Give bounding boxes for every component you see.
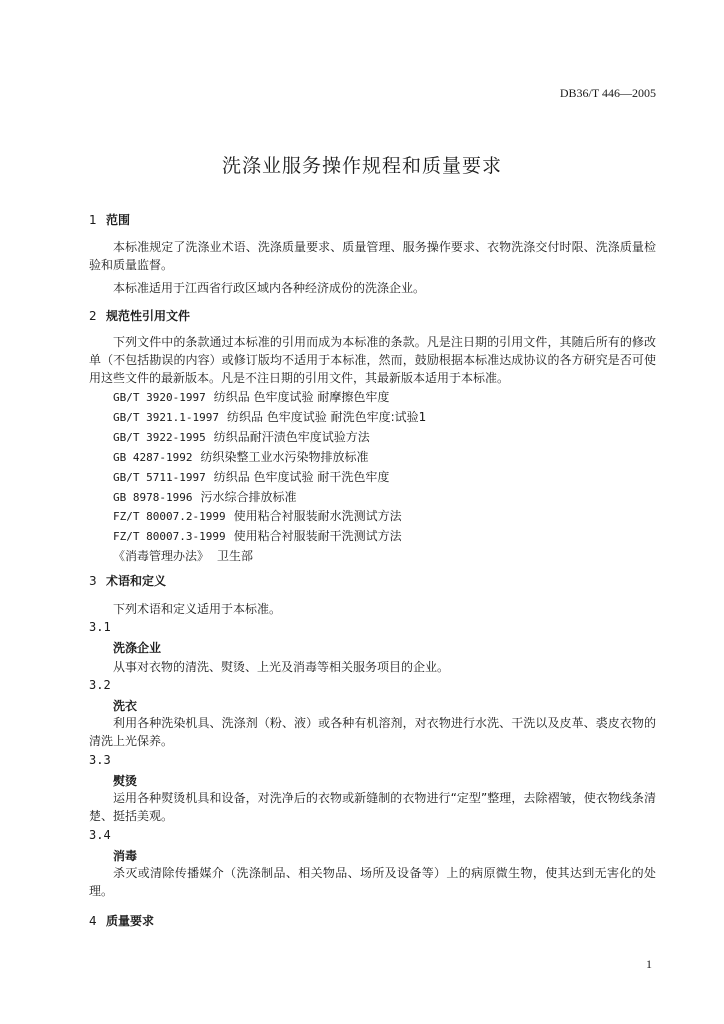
section-1-heading <box>89 211 130 228</box>
reference-code: 《消毒管理办法》 <box>113 549 210 564</box>
document-title: 洗涤业服务操作规程和质量要求 <box>221 155 502 177</box>
term-number: 3.3 <box>89 753 111 767</box>
term-name: 洗衣 <box>113 699 138 713</box>
term-number: 3.4 <box>89 828 111 842</box>
reference-list <box>113 388 426 566</box>
reference-code: FZ/T 80007.2-1999 <box>113 510 226 524</box>
reference-item <box>113 527 426 547</box>
reference-name: 使用粘合衬服装耐干洗测试方法 <box>233 529 402 544</box>
reference-code: GB/T 3920-1997 <box>113 391 206 404</box>
section-3-heading <box>89 572 166 589</box>
reference-code: GB 8978-1996 <box>113 490 193 504</box>
reference-item <box>113 468 426 488</box>
section-number: 2 <box>89 309 97 323</box>
term-number: 3.2 <box>89 678 111 692</box>
section-number: 1 <box>89 213 97 227</box>
section-title: 质量要求 <box>106 914 155 928</box>
reference-name: 纺织品耐汗渍色牢度试验方法 <box>213 429 370 444</box>
reference-item <box>113 488 426 508</box>
term-name: 熨烫 <box>113 774 138 788</box>
reference-item <box>113 547 426 566</box>
term-definition: 杀灭或清除传播媒介（洗涤制品、相关物品、场所及设备等）上的病原微生物，使其达到无害化的处理。 <box>89 866 656 898</box>
reference-code: GB/T 3921.1-1997 <box>113 410 219 424</box>
term-definition: 利用各种洗染机具、洗涤剂（粉、液）或各种有机溶剂，对衣物进行水洗、干洗以及皮革、裘皮衣物的清洗上光保养。 <box>89 716 656 748</box>
term-definition: 运用各种熨烫机具和设备，对洗净后的衣物或新缝制的衣物进行“定型”整理，去除褶皱，使衣物线条清楚、挺括美观。 <box>89 791 656 823</box>
reference-name: 纺织品 色牢度试验 耐干洗色牢度 <box>213 469 390 484</box>
reference-item <box>113 428 426 448</box>
reference-name: 纺织品 色牢度试验 耐摩擦色牢度 <box>213 390 390 404</box>
section-title: 术语和定义 <box>106 574 167 588</box>
section-1-paragraph-1: 本标准规定了洗涤业术语、洗涤质量要求、质量管理、服务操作要求、衣物洗涤交付时限、洗涤质量检验和质量监督。 <box>89 240 656 272</box>
section-2-heading <box>89 307 190 324</box>
reference-item <box>113 388 426 408</box>
section-title: 范围 <box>106 213 131 227</box>
reference-code: GB/T 5711-1997 <box>113 470 206 484</box>
reference-name: 卫生部 <box>217 549 254 564</box>
reference-item <box>113 448 426 468</box>
reference-item <box>113 507 426 527</box>
reference-code: GB/T 3922-1995 <box>113 430 206 444</box>
section-number: 4 <box>89 914 97 928</box>
reference-code: GB 4287-1992 <box>113 450 193 464</box>
reference-name: 使用粘合衬服装耐水洗测试方法 <box>233 509 402 524</box>
page-number: 1 <box>646 957 652 971</box>
section-3-intro: 下列术语和定义适用于本标准。 <box>113 602 282 616</box>
reference-name: 纺织品 色牢度试验 耐洗色牢度:试验1 <box>226 409 427 424</box>
section-2-paragraph: 下列文件中的条款通过本标准的引用而成为本标准的条款。凡是注日期的引用文件，其随后所有的修改单（不包括勘误的内容）或修订版均不适用于本标准，然而，鼓励根据本标准达成协议的各方研究是否可使用这些文件的最新版本。凡是不注日期的引用文件，其最新版本适用于本标准。 <box>89 335 656 385</box>
reference-item <box>113 408 426 428</box>
section-1-paragraph-2: 本标准适用于江西省行政区域内各种经济成份的洗涤企业。 <box>113 281 426 295</box>
reference-code: FZ/T 80007.3-1999 <box>113 530 226 544</box>
standard-number: DB36/T 446—2005 <box>559 86 656 100</box>
section-number: 3 <box>89 574 97 588</box>
term-number: 3.1 <box>89 620 111 634</box>
section-4-heading <box>89 912 154 929</box>
term-definition: 从事对衣物的清洗、熨烫、上光及消毒等相关服务项目的企业。 <box>113 660 450 674</box>
reference-name: 污水综合排放标准 <box>200 489 297 504</box>
term-name: 洗涤企业 <box>113 641 162 655</box>
term-name: 消毒 <box>113 849 138 863</box>
section-title: 规范性引用文件 <box>106 309 191 323</box>
reference-name: 纺织染整工业水污染物排放标准 <box>200 449 369 464</box>
